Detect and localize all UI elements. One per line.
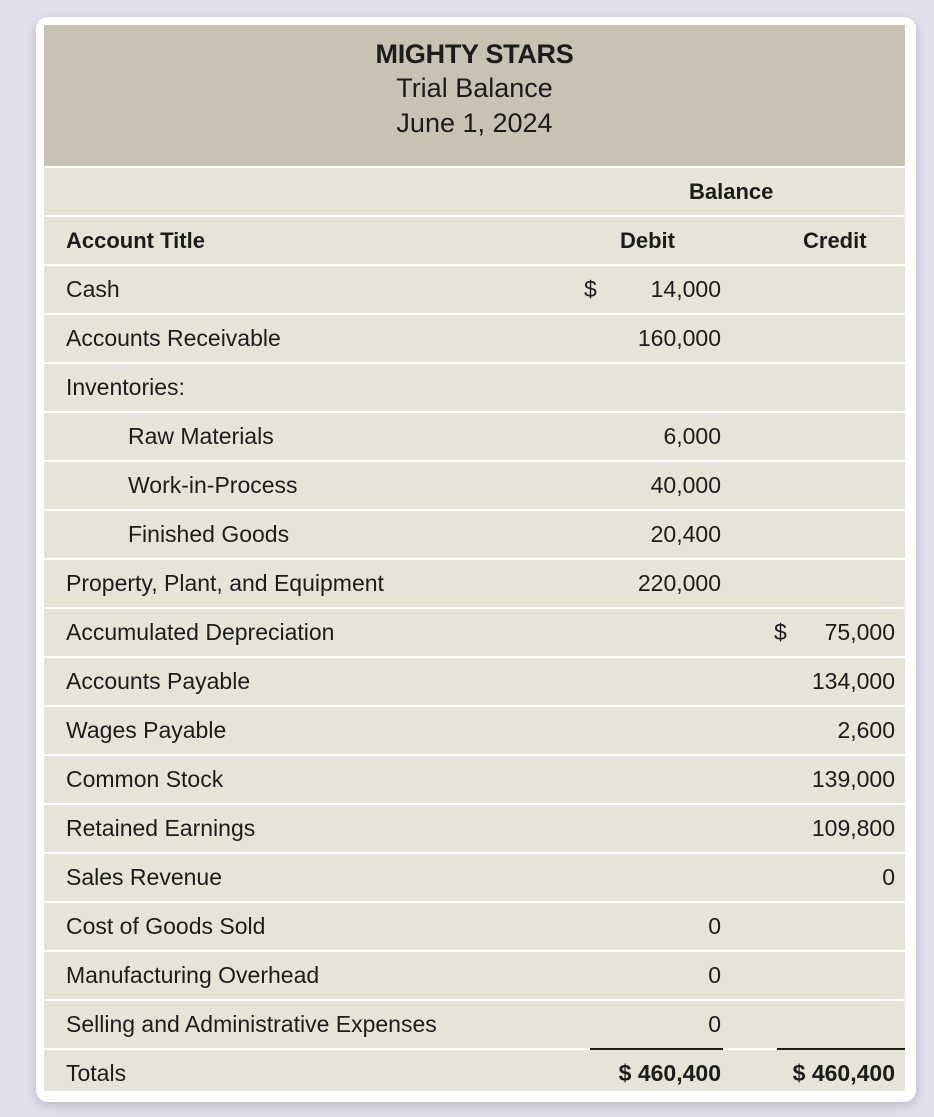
balance-group-header: Balance (689, 179, 774, 204)
account-label: Finished Goods (128, 521, 290, 547)
debit-value: 0 (708, 962, 721, 988)
debit-value: 0 (708, 913, 721, 939)
statement-date: June 1, 2024 (396, 108, 553, 138)
credit-value (774, 315, 895, 362)
debit-value: 40,000 (650, 472, 721, 498)
trial-balance-card (36, 17, 916, 1102)
totals-label: Totals (66, 1060, 127, 1086)
account-label: Accumulated Depreciation (66, 619, 335, 645)
account-label: Selling and Administrative Expenses (66, 1011, 437, 1037)
credit-value (774, 952, 895, 999)
debit-value: 160,000 (637, 325, 721, 351)
account-label: Cash (66, 276, 120, 302)
account-label: Raw Materials (128, 423, 274, 449)
table-row-work-in-process (44, 462, 905, 511)
table-row-inventories (44, 364, 905, 413)
account-label: Accounts Payable (66, 668, 251, 694)
dollar-sign: $ (584, 276, 597, 302)
table-row-sales-revenue (44, 854, 905, 903)
account-label: Property, Plant, and Equipment (66, 570, 384, 596)
table-row-finished-goods (44, 511, 905, 560)
credit-header: Credit (803, 228, 867, 253)
credit-value (774, 560, 895, 607)
credit-value: 134,000 (811, 668, 895, 694)
credit-value: 109,800 (811, 815, 895, 841)
table-row-manufacturing-overhead (44, 952, 905, 1001)
trial-balance-panel (44, 25, 905, 1091)
debit-total: $ 460,400 (618, 1060, 721, 1086)
account-label: Sales Revenue (66, 864, 222, 890)
table-row-totals (44, 1050, 905, 1091)
account-label: Retained Earnings (66, 815, 256, 841)
table-row-retained-earnings (44, 805, 905, 854)
table-row-accounts-payable (44, 658, 905, 707)
account-label: Work-in-Process (128, 472, 298, 498)
table-row-accumulated-depreciation (44, 609, 905, 658)
credit-value (774, 462, 895, 509)
credit-value (774, 511, 895, 558)
account-label: Accounts Receivable (66, 325, 281, 351)
balance-group-header-row (44, 166, 905, 217)
debit-value: 0 (708, 1011, 721, 1037)
debit-value (584, 266, 721, 313)
debit-value (584, 658, 721, 705)
credit-value: 2,600 (837, 717, 895, 743)
dollar-sign: $ (774, 619, 787, 645)
account-label: Manufacturing Overhead (66, 962, 320, 988)
table-row-cash (44, 266, 905, 315)
credit-value (774, 266, 895, 313)
credit-value: 139,000 (811, 766, 895, 792)
account-label: Common Stock (66, 766, 224, 792)
statement-title: Trial Balance (396, 73, 553, 103)
debit-value (584, 707, 721, 754)
table-row-accounts-receivable (44, 315, 905, 364)
table-row-selling-admin-expenses (44, 1001, 905, 1050)
credit-total: $ 460,400 (792, 1060, 895, 1086)
credit-value (774, 903, 895, 950)
credit-value (774, 364, 895, 411)
credit-value (774, 609, 895, 656)
debit-value (584, 609, 721, 656)
debit-value (584, 854, 721, 901)
debit-value (584, 756, 721, 803)
credit-value: 0 (882, 864, 895, 890)
credit-value (774, 1001, 895, 1048)
table-row-raw-materials (44, 413, 905, 462)
credit-amount: 75,000 (824, 619, 895, 645)
debit-value (584, 805, 721, 852)
account-label: Wages Payable (66, 717, 227, 743)
company-name: MIGHTY STARS (375, 39, 574, 69)
debit-value: 20,400 (650, 521, 721, 547)
debit-header: Debit (620, 228, 675, 253)
statement-header (44, 25, 905, 166)
debit-value: 6,000 (663, 423, 721, 449)
table-row-ppe (44, 560, 905, 609)
debit-value (584, 364, 721, 411)
account-title-header: Account Title (66, 228, 205, 253)
debit-value: 220,000 (637, 570, 721, 596)
debit-amount: 14,000 (650, 276, 721, 302)
account-label: Cost of Goods Sold (66, 913, 266, 939)
table-row-cost-of-goods-sold (44, 903, 905, 952)
table-row-wages-payable (44, 707, 905, 756)
account-label: Inventories: (66, 374, 185, 400)
column-header-row (44, 217, 905, 266)
credit-value (774, 413, 895, 460)
table-row-common-stock (44, 756, 905, 805)
